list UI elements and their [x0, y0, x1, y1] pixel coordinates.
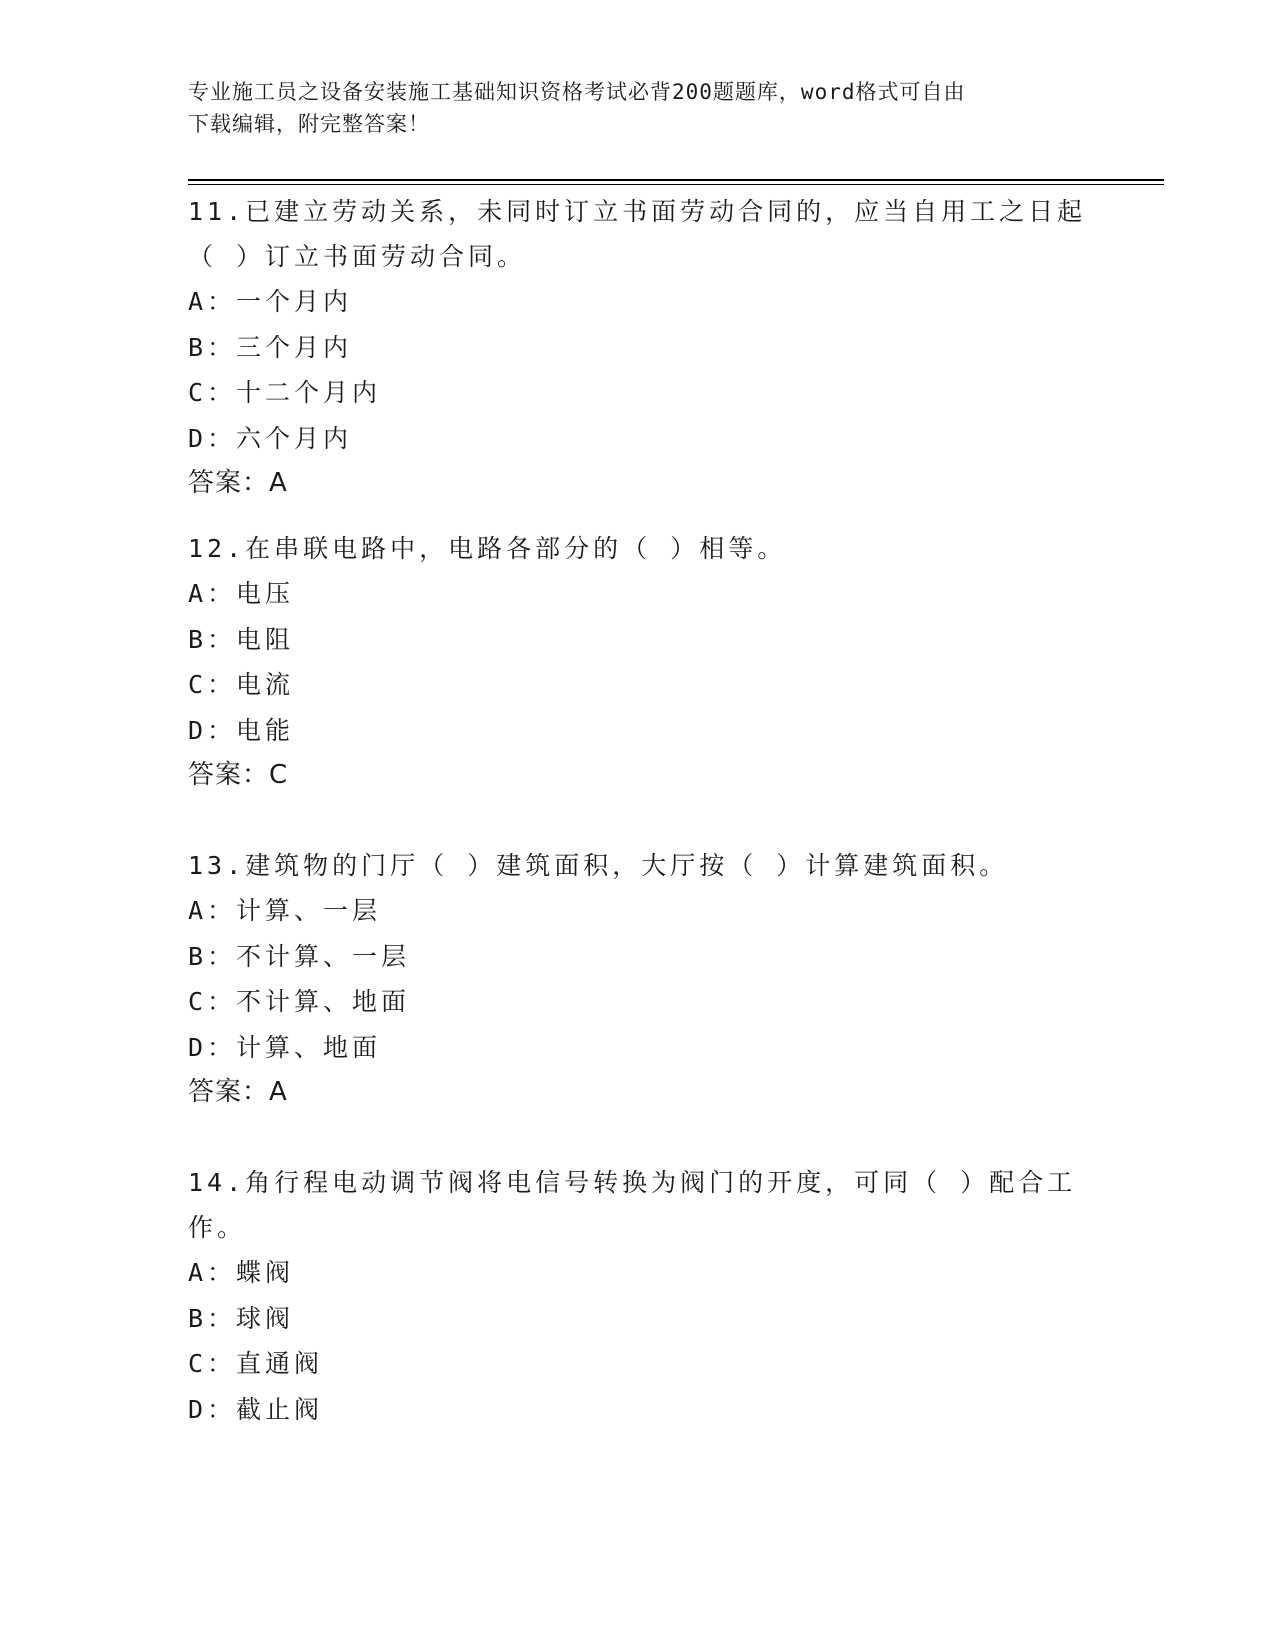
question-11 [188, 189, 1088, 506]
question-stem [188, 1160, 1088, 1250]
question-stem-line: 作。 [188, 1213, 247, 1242]
option-b: B：球阀 [188, 1303, 295, 1333]
option-d: D：电能 [188, 715, 295, 745]
question-stem-line: 13.建筑物的门厅（ ）建筑面积，大厅按（ ）计算建筑面积。 [188, 851, 1009, 880]
question-14 [188, 1160, 1088, 1432]
answer-label: 答案：A [188, 468, 288, 499]
answer-label: 答案：C [188, 760, 289, 791]
document-header [188, 76, 1068, 140]
option-b: B：电阻 [188, 624, 295, 654]
option-c: C：十二个月内 [188, 378, 382, 408]
answer-label: 答案：A [188, 1077, 288, 1108]
option-c: C：直通阀 [188, 1349, 324, 1379]
option-a: A：蝶阀 [188, 1258, 295, 1287]
question-12 [188, 526, 1088, 798]
header-divider-thin [188, 184, 1164, 185]
question-stem-line: 11.已建立劳动关系，未同时订立书面劳动合同的，应当自用工之日起 [188, 197, 1087, 226]
option-a: A：一个月内 [188, 287, 353, 316]
option-d: D：计算、地面 [188, 1032, 382, 1062]
question-stem-line: （ ）订立书面劳动合同。 [188, 242, 527, 271]
option-a: A：电压 [188, 579, 295, 608]
option-d: D：截止阀 [188, 1394, 324, 1424]
option-c: C：电流 [188, 670, 295, 700]
header-line-2: 下载编辑，附完整答案！ [188, 112, 430, 136]
question-13 [188, 843, 1088, 1115]
option-b: B：三个月内 [188, 332, 353, 362]
question-stem [188, 526, 1088, 571]
question-stem [188, 843, 1088, 888]
option-a: A：计算、一层 [188, 896, 382, 925]
header-line-1: 专业施工员之设备安装施工基础知识资格考试必背200题题库，word格式可自由 [188, 80, 966, 104]
option-c: C：不计算、地面 [188, 987, 411, 1017]
question-stem [188, 189, 1088, 279]
question-stem-line: 12.在串联电路中，电路各部分的（ ）相等。 [188, 534, 787, 563]
option-b: B：不计算、一层 [188, 941, 411, 971]
option-d: D：六个月内 [188, 423, 353, 453]
header-divider-thick [188, 179, 1164, 181]
question-stem-line: 14.角行程电动调节阀将电信号转换为阀门的开度，可同（ ）配合工 [188, 1168, 1077, 1197]
